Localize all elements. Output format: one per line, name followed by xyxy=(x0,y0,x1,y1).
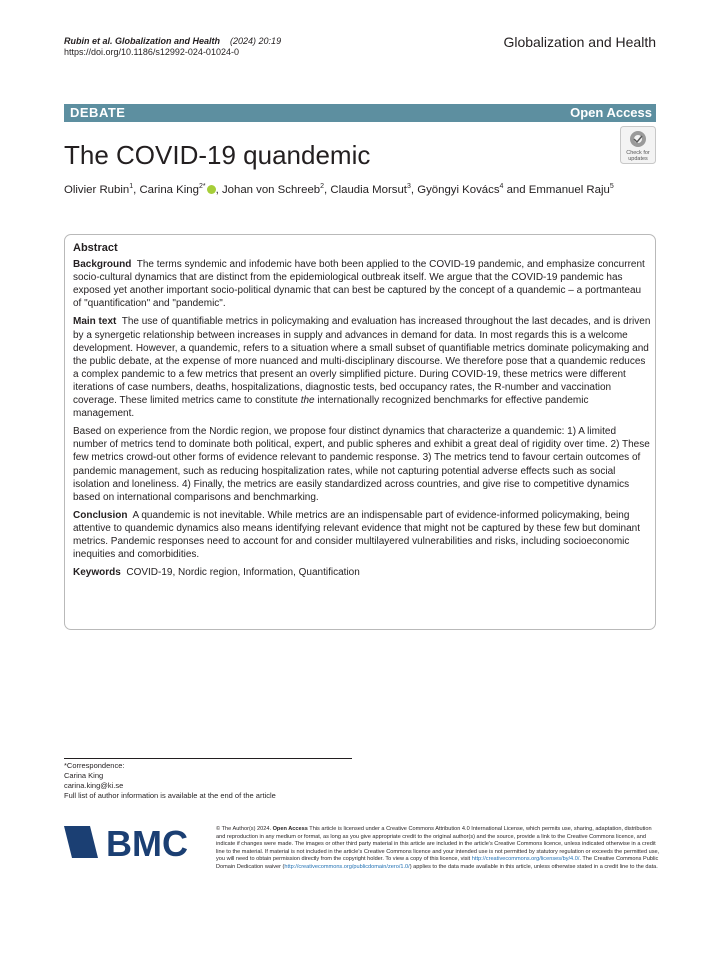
article-type-bar xyxy=(64,104,656,122)
keywords-label: Keywords xyxy=(73,567,121,579)
abstract-conclusion xyxy=(73,509,651,561)
running-header-citation xyxy=(64,36,281,58)
abstract-box xyxy=(64,234,656,630)
license-link-cc-by[interactable]: http://creativecommons.org/licenses/by/4.0/ xyxy=(471,856,580,863)
author-affiliation: 1 xyxy=(129,183,134,190)
background-label: Background xyxy=(73,259,132,271)
correspondence-name: Carina King xyxy=(64,771,104,780)
check-for-updates-badge[interactable] xyxy=(620,126,656,164)
orcid-icon[interactable] xyxy=(207,185,216,194)
author-name[interactable]: Claudia Morsut xyxy=(330,183,407,196)
license-statement xyxy=(216,826,660,872)
author-name[interactable]: Emmanuel Raju xyxy=(528,183,610,196)
abstract-heading: Abstract xyxy=(73,242,118,254)
author-name[interactable]: Johan von Schreeb xyxy=(221,183,321,196)
author-name[interactable]: Carina King xyxy=(139,183,199,196)
abstract-main-text xyxy=(73,315,651,420)
article-title: The COVID-19 quandemic xyxy=(64,140,371,170)
correspondence-email[interactable]: carina.king@ki.se xyxy=(64,781,124,790)
badge-line2: updates xyxy=(628,156,648,162)
license-text-3: ) applies to the data made available in this article, unless otherwise stated in a credit line to the data. xyxy=(409,863,658,870)
author-affiliation: 2 xyxy=(320,183,325,190)
badge-line1: Check for xyxy=(626,150,650,156)
citation-year: (2024) 20:19 xyxy=(230,36,282,46)
bmc-logo-graphic xyxy=(64,824,204,860)
conclusion-text: A quandemic is not inevitable. While metrics are an indispensable part of evidence-informed policymaking, being attentive to quandemic dynamics also means identifying relevant evidence that might not be captured by these few but dominant metrics. Pandemic responses need to account for and consider multilayered vulnerabilities and risks, including socioeconomic inequities and comorbidities. xyxy=(73,509,641,561)
main-text-label: Main text xyxy=(73,316,117,328)
license-copyright: © The Author(s) 2024. xyxy=(216,826,272,832)
license-text-1: This article is licensed under a Creative Commons Attribution 4.0 International License, which permits use, sharing, adaptation, distribution and reproduction in any medium or format, as long as you give appropriate credit to the original author(s) and the source, provide a link to the Creative Commons licence, and indicate if changes were made. The images or other third party material in this article are included in the article's Creative Commons licence, unless indicated otherwise in a credit line to the material. If material is not included in the article's Creative Commons licence and your intended use is not permitted by statutory regulation or exceeds the permitted use, you will need to obtain permission directly from the copyright holder. To view a copy of this licence, visit xyxy=(216,826,660,863)
article-type-label: DEBATE xyxy=(70,105,126,120)
correspondence-footnote xyxy=(64,758,352,801)
bmc-logo xyxy=(64,824,204,860)
open-access-label: Open Access xyxy=(570,105,652,120)
abstract-background xyxy=(73,258,651,310)
conclusion-label: Conclusion xyxy=(73,509,128,521)
main-text-body: The use of quantifiable metrics in policymaking and evaluation has increased throughout the last decades, and is driven by a synergetic relationship between increases in supply and advances in demand for data. In most regards this is a welcome development. However, a quandemic, refers to a situation where a small subset of quantifiable metrics dominate policymaking and the public debate, at the expense of more nuanced and multi-disciplinary discourse. We therefore pose that a quandemic reduces a complex pandemic to a few metrics that present an overly simplified picture. During COVID-19, these metrics were different iterations of case numbers, deaths, hospitalizations, diagnostic tests, bed occupancy rates, the R-number and vaccination coverage. These limited metrics came to constitute xyxy=(73,316,651,407)
bmc-logo-text: BMC xyxy=(106,824,188,860)
license-link-cc0[interactable]: http://creativecommons.org/publicdomain/zero/1.0/ xyxy=(284,863,410,870)
author-affiliation: 3 xyxy=(406,183,411,190)
abstract-keywords xyxy=(73,566,651,579)
abstract-main-text-2: Based on experience from the Nordic region, we propose four distinct dynamics that characterize a quandemic: 1) A limited number of metrics tend to dominate both political, expert, and public spheres and exhibit a great deal of rigidity over time. 2) These few metrics crowd-out other forms of evidence relevant to pandemic response. 3) The metrics tend to favour certain outcomes of pandemic management, such as reducing hospitalization rates, while not capturing potential adverse effects such as social isolation and loneliness. 4) Finally, the metrics are easily standardized across countries, and give rise to competitive dynamics based on international comparisons and benchmarking. xyxy=(73,426,650,503)
author-list: Olivier Rubin$^1$, Carina King$^{2*}$ , Johan von Schreeb$^2$, Claudia Morsut$^3$, Gyöngyi Kovács$^4$ and Emmanuel Raju$^5$ xyxy=(64,183,614,196)
check-for-updates-icon xyxy=(620,126,656,164)
license-text-2: . The Creative Commons Public Domain Dedication waiver ( xyxy=(216,856,659,870)
doi-link[interactable]: https://doi.org/10.1186/s12992-024-01024-0 xyxy=(64,47,239,57)
author-info-note: Full list of author information is available at the end of the article xyxy=(64,791,276,800)
author-affiliation: 5 xyxy=(609,183,614,190)
correspondence-label: *Correspondence: xyxy=(64,761,125,770)
background-text: The terms syndemic and infodemic have both been applied to the COVID-19 pandemic, and emphasize concurrent socio-cultural dynamics that are distinct from the epidemiological outbreak itself. We argue that the COVID-19 pandemic has exposed yet another important socio-political dynamic that can best be captured by the concept of a quandemic – a portmanteau of "quantification" and "pandemic". xyxy=(73,259,645,310)
main-text-tail: internationally recognized benchmarks for effective pandemic management. xyxy=(73,395,589,420)
license-open-access: Open Access xyxy=(272,826,308,832)
main-text-emphasis: the xyxy=(300,395,315,407)
citation-authors: Rubin et al. Globalization and Health xyxy=(64,36,221,46)
keywords-text: COVID-19, Nordic region, Information, Quantification xyxy=(126,567,360,579)
journal-name: Globalization and Health xyxy=(503,34,656,50)
author-affiliation: 2* xyxy=(198,183,206,190)
author-name[interactable]: Olivier Rubin xyxy=(64,183,130,196)
author-name[interactable]: Gyöngyi Kovács xyxy=(417,183,500,196)
author-affiliation: 4 xyxy=(499,183,504,190)
